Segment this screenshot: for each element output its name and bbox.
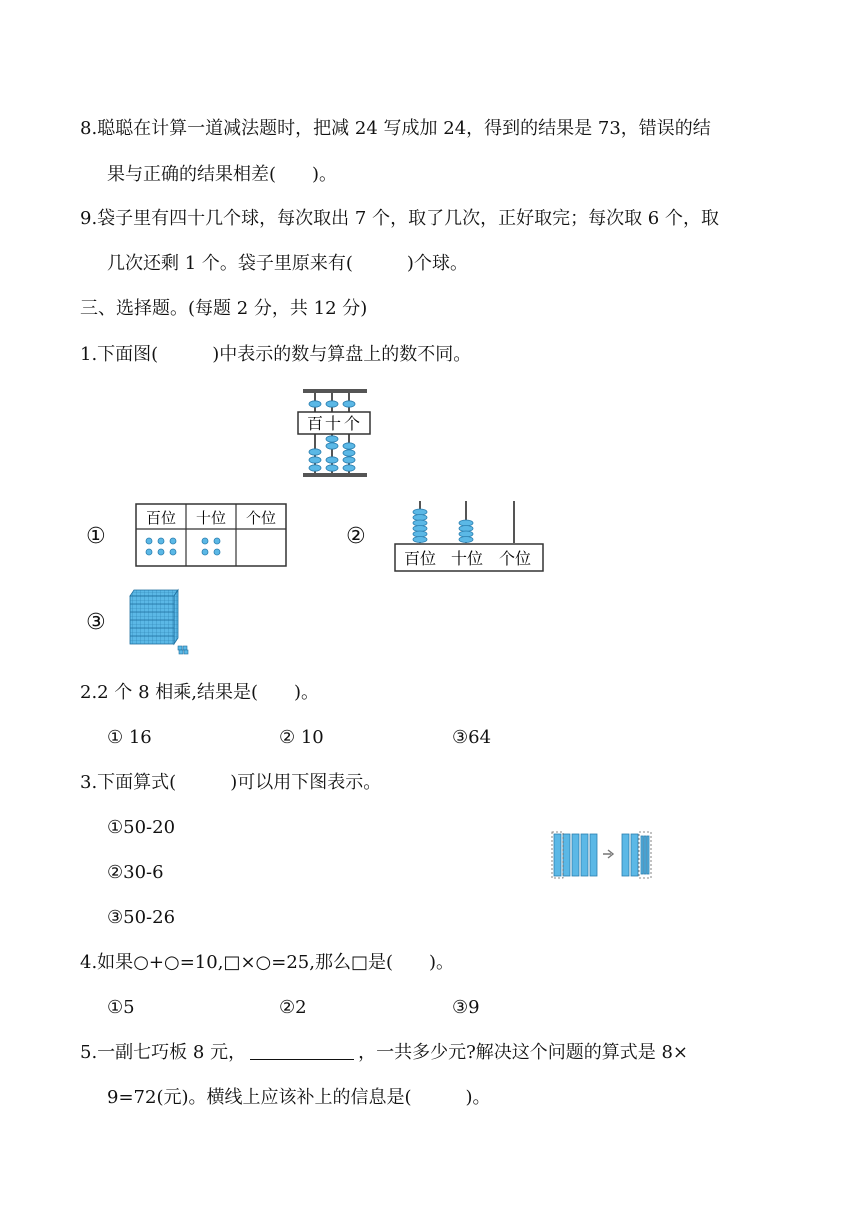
counting-frame	[394, 499, 544, 573]
frame-label-ones: 个位	[498, 549, 532, 568]
q1-option2-marker: ②	[346, 524, 366, 549]
table-header-hundreds: 百位	[145, 509, 177, 527]
q3-option-2: ②30-6	[107, 862, 164, 883]
q3-option-1: ①50-20	[107, 817, 176, 838]
abacus-label-tens: 十	[324, 414, 342, 433]
q4-stem	[80, 950, 454, 976]
q4-eq2: =25,那么	[271, 952, 351, 973]
abacus-label-hundreds: 百	[306, 414, 324, 433]
place-value-table	[135, 503, 287, 567]
q4-option-3: ③9	[452, 997, 480, 1018]
q5-line1-part1: 5.一副七巧板 8 元，	[80, 1042, 247, 1063]
q2-stem: 2.2 个 8 相乘,结果是( )。	[80, 682, 320, 703]
answer-blank-line[interactable]	[250, 1041, 354, 1060]
q8-line2: 果与正确的结果相差( )。	[107, 164, 338, 185]
plus-symbol: +	[148, 952, 164, 973]
q4-option-1: ①5	[107, 997, 135, 1018]
circle-symbol-icon: ○	[133, 952, 149, 973]
q5-line1	[80, 1040, 688, 1066]
q1-option1-marker: ①	[86, 524, 106, 549]
q1-stem: 1.下面图( )中表示的数与算盘上的数不同。	[80, 344, 472, 365]
table-header-tens: 十位	[195, 509, 227, 527]
q2-option-1: ① 16	[107, 727, 152, 748]
abacus-figure	[295, 385, 375, 481]
section3-title: 三、选择题。(每题 2 分，共 12 分)	[80, 298, 368, 319]
q3-stem: 3.下面算式( )可以用下图表示。	[80, 772, 382, 793]
frame-label-tens: 十位	[450, 549, 484, 568]
abacus-label-ones: 个	[343, 414, 361, 433]
square-symbol-icon: □	[223, 952, 241, 973]
circle-symbol-icon: ○	[255, 952, 272, 973]
q4-stem-part1: 4.如果	[80, 952, 134, 973]
q3-option-3: ③50-26	[107, 907, 176, 928]
q2-option-3: ③64	[452, 727, 492, 748]
q1-option3-marker: ③	[86, 610, 106, 635]
q4-eq1: =10,	[179, 952, 224, 973]
q9-line1: 9.袋子里有四十几个球，每次取出 7 个，取了几次，正好取完；每次取 6 个，取	[80, 208, 719, 229]
q5-line1-part2: ，一共多少元?解决这个问题的算式是 8×	[358, 1042, 688, 1063]
times-symbol: ×	[240, 952, 256, 973]
q4-option-2: ②2	[279, 997, 307, 1018]
base-ten-cubes	[116, 588, 200, 656]
frame-label-hundreds: 百位	[403, 549, 437, 568]
q4-tail: 是( )。	[368, 952, 455, 973]
q9-line2: 几次还剩 1 个。袋子里原来有( )个球。	[107, 253, 468, 274]
q8-line1: 8.聪聪在计算一道减法题时，把减 24 写成加 24，得到的结果是 73，错误的结	[80, 118, 711, 139]
arrow-right-icon	[603, 850, 613, 858]
table-header-ones: 个位	[245, 509, 277, 527]
square-symbol-icon: □	[350, 952, 368, 973]
q2-option-2: ② 10	[279, 727, 324, 748]
q5-line2: 9=72(元)。横线上应该补上的信息是( )。	[107, 1087, 491, 1108]
circle-symbol-icon: ○	[164, 952, 180, 973]
sticks-figure	[550, 830, 654, 880]
